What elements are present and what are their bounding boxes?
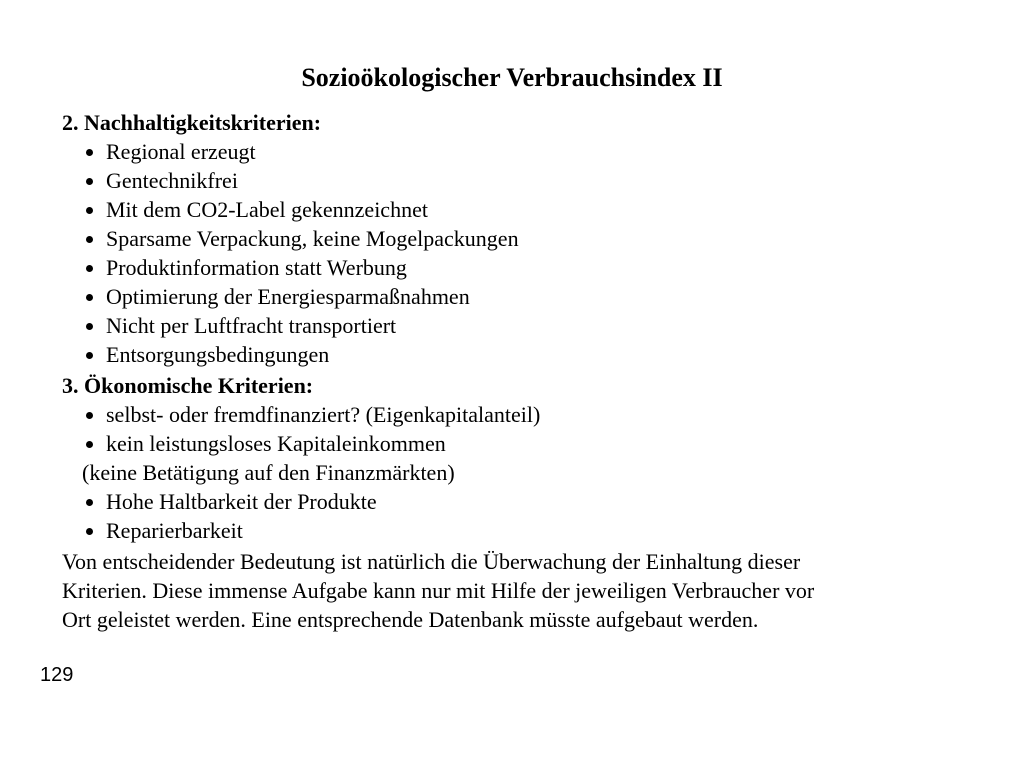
list-item: Optimierung der Energiesparmaßnahmen [62,282,982,311]
bullet-icon [86,149,93,156]
bullet-icon [86,528,93,535]
list-item: Gentechnikfrei [62,166,982,195]
list-item: Produktinformation statt Werbung [62,253,982,282]
bullet-icon [86,323,93,330]
list-item: Sparsame Verpackung, keine Mogelpackungen [62,224,982,253]
list-item: Regional erzeugt [62,137,982,166]
list-item: Nicht per Luftfracht transportiert [62,311,982,340]
slide-content [62,108,982,634]
section-heading-sustainability: 2. Nachhaltigkeitskriterien: [62,110,322,135]
bullet-icon [86,178,93,185]
list-item: Hohe Haltbarkeit der Produkte [62,487,982,516]
list-item: selbst- oder fremdfinanziert? (Eigenkapitalanteil) [62,400,982,429]
page-number: 129 [40,664,74,686]
paragraph-line: Ort geleistet werden. Eine entsprechende Datenbank müsste aufgebaut werden. [62,607,759,632]
conclusion-paragraph [62,547,982,634]
list-continuation-text: (keine Betätigung auf den Finanzmärkten) [82,460,455,485]
list-item: Reparierbarkeit [62,516,982,545]
economic-criteria-list-continued [62,487,982,545]
slide-title: Sozioökologischer Verbrauchsindex II [301,63,723,92]
paragraph-line: Von entscheidender Bedeutung ist natürlich die Überwachung der Einhaltung dieser [62,549,801,574]
paragraph-line: Kriterien. Diese immense Aufgabe kann nur mit Hilfe der jeweiligen Verbraucher vor [62,578,815,603]
bullet-icon [86,412,93,419]
sustainability-criteria-list [62,137,982,369]
bullet-icon [86,441,93,448]
section-heading-economic: 3. Ökonomische Kriterien: [62,373,314,398]
list-item: kein leistungsloses Kapitaleinkommen [62,429,982,458]
bullet-icon [86,265,93,272]
list-item: Entsorgungsbedingungen [62,340,982,369]
bullet-icon [86,207,93,214]
bullet-icon [86,294,93,301]
bullet-icon [86,499,93,506]
economic-criteria-list [62,400,982,458]
bullet-icon [86,236,93,243]
bullet-icon [86,352,93,359]
list-item: Mit dem CO2-Label gekennzeichnet [62,195,982,224]
